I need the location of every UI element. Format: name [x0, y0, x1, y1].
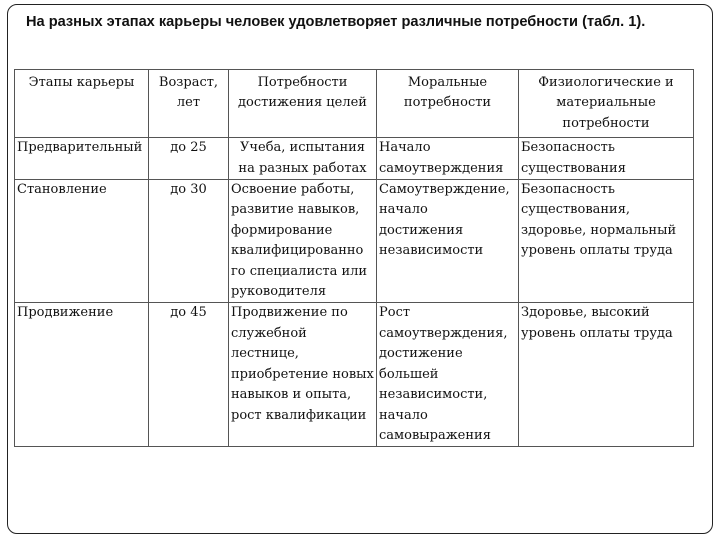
header-stage: Этапы карьеры — [15, 70, 149, 138]
cell-moral: Самоутверждение, начало достижения независимости — [377, 180, 519, 303]
table-row — [15, 138, 694, 180]
cell-achievement: Продвижение по служебной лестнице, приобретение новых навыков и опыта, рост квалификации — [229, 303, 377, 447]
cell-stage: Продвижение — [15, 303, 149, 447]
cell-age: до 45 — [149, 303, 229, 447]
cell-achievement: Освоение работы, развитие навыков, формирование квалифицированно го специалиста или руководителя — [229, 180, 377, 303]
cell-moral: Начало самоутверждения — [377, 138, 519, 180]
table-row — [15, 303, 694, 447]
table-header-row — [15, 70, 694, 138]
cell-stage: Становление — [15, 180, 149, 303]
cell-physio: Безопасность существования, здоровье, нормальный уровень оплаты труда — [519, 180, 694, 303]
cell-age: до 25 — [149, 138, 229, 180]
cell-age: до 30 — [149, 180, 229, 303]
cell-stage: Предварительный — [15, 138, 149, 180]
header-achievement: Потребности достижения целей — [229, 70, 377, 138]
cell-achievement: Учеба, испытания на разных работах — [229, 138, 377, 180]
header-age: Возраст, лет — [149, 70, 229, 138]
table-row — [15, 180, 694, 303]
career-needs-table — [14, 69, 694, 447]
cell-physio: Безопасность существования — [519, 138, 694, 180]
cell-physio: Здоровье, высокий уровень оплаты труда — [519, 303, 694, 447]
header-physio: Физиологические и материальные потребности — [519, 70, 694, 138]
header-moral: Моральные потребности — [377, 70, 519, 138]
cell-moral: Рост самоутверждения, достижение большей независимости, начало самовыражения — [377, 303, 519, 447]
page-title: На разных этапах карьеры человек удовлетворяет различные потребности (табл. 1). — [26, 14, 646, 30]
